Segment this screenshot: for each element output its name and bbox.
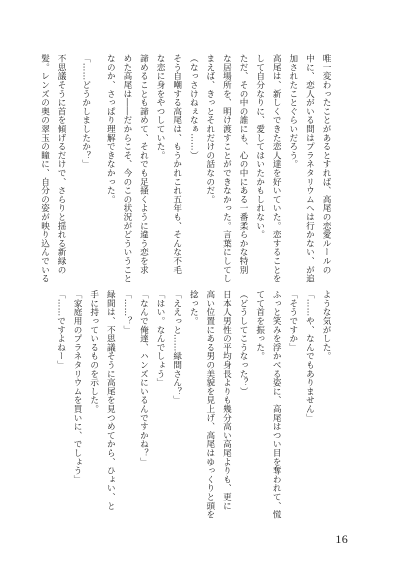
text-line: （どうしてこうなった？）: [238, 290, 249, 396]
text-line: ただ、その中の誰にも、心の中にある一番柔らかな特別: [238, 54, 249, 274]
upper-text-block: [39, 54, 334, 283]
dialogue-line: 「……？」: [121, 290, 132, 334]
text-line: して自分なりに、愛してはいたかもしれない。: [254, 54, 265, 239]
text-line: 諦めることも諦めて、それでも足掻くように違う恋を求: [138, 54, 149, 274]
text-line: なのか、さっぱり理解できなかった。: [105, 54, 116, 204]
text-line: 中に、恋人がいる間はプラネタリウムへは行かない、が追: [304, 54, 315, 283]
dialogue-line: 「……ですよねー」: [55, 290, 66, 370]
text-line: （なっさけねぇなぁ……）: [188, 54, 199, 160]
text-line: 唯一変わったことがあるとすれば、高尾の恋愛ルールの: [321, 54, 331, 274]
text-line: まえば、きっとそれだけの話なのだ。: [204, 54, 215, 204]
text-line: 加されたことぐらいだろう。: [287, 54, 298, 169]
text-line: そう自嘲する高尾は、もうかれこれ五年も、そんな不毛: [171, 54, 182, 274]
text-line: 捻った。: [188, 290, 199, 326]
dialogue-line: 「ええっと……緑間さん？」: [171, 290, 182, 405]
text-line: 手に持っているものを示した。: [88, 290, 99, 414]
text-line: 高い位置にある男の美貌を見上げ、高尾はゆっくりと頭を: [204, 290, 215, 519]
text-line: 髪。レンズの奥の翠玉の瞳に、自分の姿が映り込んでいる: [39, 54, 50, 283]
text-line: めた高尾は――だからこそ、今のこの状況がどういうこと: [121, 54, 132, 283]
dialogue-line: 「……や、なんでもありません」: [304, 290, 315, 422]
dialogue-line: 「そうですか」: [287, 290, 298, 352]
text-line: 高尾は、新しくできた恋人達を好いていた。恋することを: [271, 54, 282, 283]
page-number: 16: [335, 532, 348, 546]
text-line: 緑間は、不思議そうに高尾を見つめてから、ひょい、と: [105, 290, 116, 510]
dialogue-line: 「家庭用のプラネタリウムを買いに、でしょう」: [72, 290, 83, 484]
text-line: な居場所を、明け渡すことができなかった。言葉にしてし: [221, 54, 232, 283]
blank-line: [94, 54, 102, 260]
dialogue-line: 「……どうかしましたか？」: [80, 54, 91, 169]
lower-text-block: [55, 290, 334, 519]
dialogue-line: 「なんで俺達、ハンズにいるんですかね？」: [138, 290, 149, 466]
text-line: な恋に身をやつしていた。: [155, 54, 166, 160]
text-line: てて首を振った。: [254, 290, 265, 361]
text-line: 不思議そうに首を傾げるだけで、さらりと揺れる新緑の: [56, 54, 67, 274]
text-line: 日本人男性の平均身長よりも幾分高い高尾よりも、更に: [221, 290, 232, 510]
text-line: ふっと笑みを浮かべる姿に、高尾はつい目を奪われて、慌: [271, 290, 282, 519]
dialogue-line: 「はい。なんでしょう」: [155, 290, 166, 387]
text-line: ような気がした。: [321, 290, 331, 361]
blank-line: [69, 54, 77, 260]
